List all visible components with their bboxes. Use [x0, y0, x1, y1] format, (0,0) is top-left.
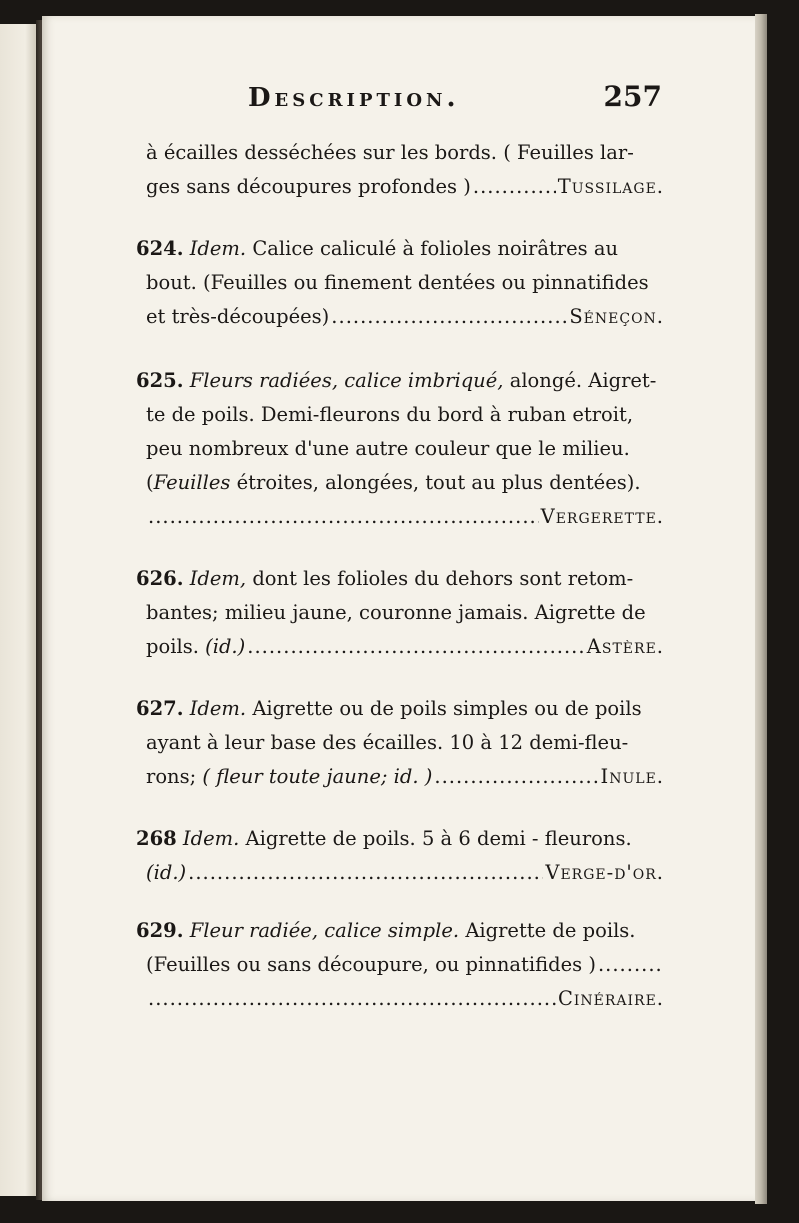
entry-line [136, 562, 664, 596]
entry-text: poils. [146, 635, 199, 658]
leader-dots [148, 982, 556, 1016]
entry-lead: Idem, [189, 567, 247, 590]
genus-name: Vergerette. [540, 505, 664, 528]
genus-name: Cinéraire. [557, 987, 664, 1010]
entry-626 [136, 562, 664, 664]
page-number: 257 [603, 80, 662, 113]
entry-text: Aigrette de poils. 5 à 6 demi - fleurons. [245, 827, 632, 850]
entry-text: dont les folioles du dehors sont retom- [252, 567, 634, 590]
entry-line [146, 856, 664, 890]
entry-text: à écailles desséchées sur les bords. ( Feuilles lar- [146, 141, 634, 164]
left-page-edge [0, 24, 36, 1196]
entry-line [146, 398, 664, 432]
entry-italic: Feuilles [153, 471, 231, 494]
entry-text: Aigrette ou de poils simples ou de poils [252, 697, 642, 720]
entry-line [146, 300, 664, 334]
entry-625 [136, 364, 664, 534]
entry-text: rons; [146, 765, 197, 788]
entry-line [136, 232, 664, 266]
running-title: Description. [248, 83, 460, 113]
genus-name: Verge-d'or. [545, 861, 664, 884]
entry-line [146, 982, 664, 1016]
leader-dots [247, 630, 585, 664]
entry-text: et très-découpées) [146, 305, 330, 328]
leader-dots [331, 300, 567, 334]
leader-dots [148, 500, 539, 534]
leader-dots [188, 856, 543, 890]
entry-268 [136, 822, 664, 890]
leader-dots [434, 760, 598, 794]
entry-text: ges sans découpures profondes ) [146, 175, 471, 198]
entry-lead: Fleurs radiées, calice imbriqué, [189, 369, 504, 392]
entry-text: ayant à leur base des écailles. 10 à 12 demi-fleu- [146, 731, 629, 754]
genus-name: Tussilage. [557, 175, 664, 198]
entry-number: 626. [136, 567, 184, 590]
entry-lead: Idem. [182, 827, 240, 850]
entry-italic: (id.) [205, 635, 246, 658]
entry-italic: (id.) [146, 861, 187, 884]
entry-line [136, 692, 664, 726]
entry-number: 625. [136, 369, 184, 392]
entry-lead: Idem. [189, 237, 247, 260]
entry-line [136, 364, 664, 398]
page-stack-edge [755, 14, 767, 1204]
entry-line [146, 266, 664, 300]
leader-dots [598, 948, 662, 982]
entry-text: étroites, alongées, tout au plus dentées). [236, 471, 641, 494]
entry-text: Calice caliculé à folioles noirâtres au [252, 237, 619, 260]
genus-name: Séneçon. [569, 305, 664, 328]
entry-line [146, 136, 664, 170]
entry-text: (Feuilles ou sans découpure, ou pinnatifides ) [146, 953, 596, 976]
entry-italic: ( fleur toute jaune; id. ) [202, 765, 433, 788]
entry-line [146, 726, 664, 760]
entry-line [146, 630, 664, 664]
entry-627 [136, 692, 664, 794]
entry-line [146, 596, 664, 630]
page-header [248, 80, 662, 120]
entry-number: 268 [136, 827, 177, 850]
entry-629 [136, 914, 664, 1016]
entry-text: te de poils. Demi-fleurons du bord à ruban etroit, [146, 403, 634, 426]
entry-line [146, 760, 664, 794]
entry-lead: Fleur radiée, calice simple. [189, 919, 460, 942]
genus-name: Astère. [586, 635, 664, 658]
entry-number: 627. [136, 697, 184, 720]
entry-text: ( [146, 471, 154, 494]
entry-text: alongé. Aigret- [509, 369, 657, 392]
entry-lead: Idem. [189, 697, 247, 720]
entry-line [146, 432, 664, 466]
entry-number: 624. [136, 237, 184, 260]
entry-continuation [146, 136, 664, 204]
entry-line [146, 170, 664, 204]
genus-name: Inule. [600, 765, 664, 788]
entry-line [136, 914, 664, 948]
leader-dots [473, 170, 556, 204]
entry-line [146, 948, 664, 982]
entry-text: bantes; milieu jaune, couronne jamais. Aigrette de [146, 601, 646, 624]
entry-text: peu nombreux d'une autre couleur que le milieu. [146, 437, 630, 460]
entry-number: 629. [136, 919, 184, 942]
entry-624 [136, 232, 664, 334]
entry-text: bout. (Feuilles ou finement dentées ou pinnatifides [146, 271, 649, 294]
entry-text: Aigrette de poils. [465, 919, 636, 942]
entry-line [146, 466, 664, 500]
entry-line [146, 500, 664, 534]
entry-line [136, 822, 664, 856]
